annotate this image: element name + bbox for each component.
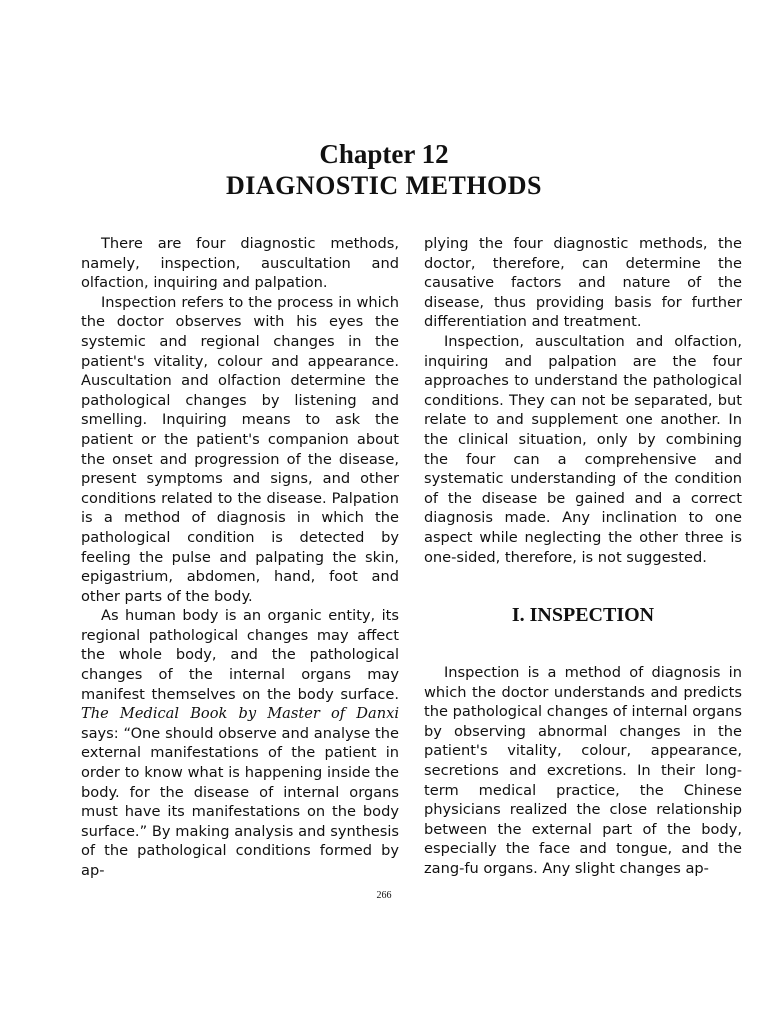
intro-paragraph: There are four diagnostic methods, namely, inspection, auscultation and olfaction, inquiring and palpation. xyxy=(81,235,399,292)
organic-entity-paragraph xyxy=(81,606,399,880)
left-column xyxy=(81,234,399,881)
section-heading: I. INSPECTION xyxy=(511,604,655,627)
definitions-paragraph: Inspection refers to the process in which the doctor observes with his eyes the systemic and regional changes in the patient's vitality, colour and appearance. Auscultation and olfaction determine the pathological changes by listening and smelling. Inquiring means to ask the patient or the patient's companion about the onset and progression of the disease, present symptoms and signs, and other conditions related to the disease. Palpation is a method of diagnosis in which the pathological condition is detected by feeling the pulse and palpating the skin, epigastrium, abdomen, hand, foot and other parts of the body. xyxy=(81,293,399,605)
page-number: 266 xyxy=(376,890,392,901)
chapter-title: DIAGNOSTIC METHODS xyxy=(226,171,542,200)
inspection-paragraph: Inspection is a method of diagnosis in which the doctor understands and predicts the pathological changes of internal organs by observing abnormal changes in the patient's vitality, colour, appearance, secretions and excretions. In their long-term medical practice, the Chinese physicians realized the close relationship between the external part of the body, especially the face and tongue, and the zang-fu organs. Any slight changes ap- xyxy=(424,664,742,878)
right-column xyxy=(424,234,742,879)
four-approaches-paragraph: Inspection, auscultation and olfaction, inquiring and palpation are the four approaches to understand the pathological conditions. They can not be separated, but relate to and supplement one another. In the clinical situation, only by combining the four can a comprehensive and systematic understanding of the condition of the disease be gained and a correct diagnosis made. Any inclination to one aspect while neglecting the other three is one-sided, therefore, is not suggested. xyxy=(424,332,742,566)
chapter-number: Chapter 12 xyxy=(319,139,449,169)
paragraph-text-before-citation: As human body is an organic entity, its regional pathological changes may affect the whole body, and the pathological changes of the internal organs may manifest themselves on the body surface. xyxy=(81,607,399,703)
paragraph-text-after-citation: says: “One should observe and analyse the external manifestations of the patient in order to know what is happening inside the body. for the disease of internal organs must have its manifestations on the body surface.” By making analysis and synthesis of the pathological conditions formed by ap- xyxy=(81,724,399,879)
book-title-citation: The Medical Book by Master of Danxi xyxy=(81,705,399,723)
continued-paragraph: plying the four diagnostic methods, the doctor, therefore, can determine the causative factors and nature of the disease, thus providing basis for further differentiation and treatment. xyxy=(424,235,742,331)
chapter-header xyxy=(0,138,768,202)
